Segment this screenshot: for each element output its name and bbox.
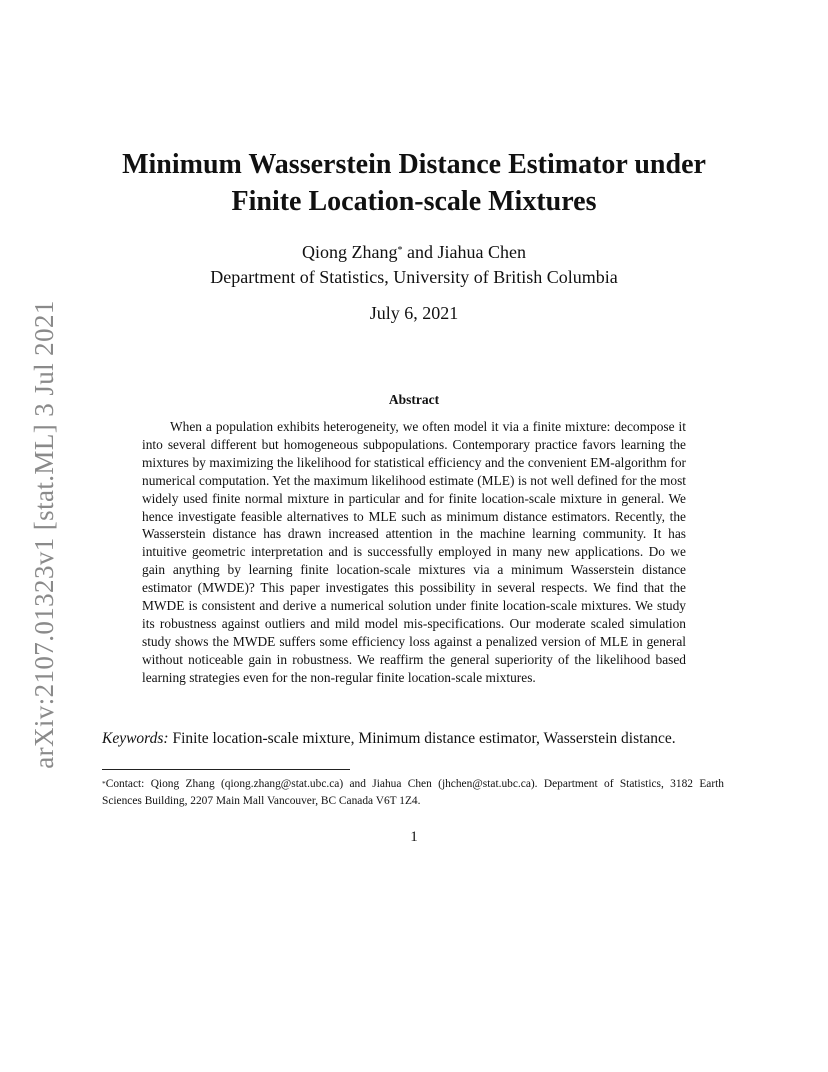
- footnote-text: Contact: Qiong Zhang (qiong.zhang@stat.ubc.ca) and Jiahua Chen (jhchen@stat.ubc.ca). Department of Statistics, 3182 Earth Sciences Building, 2207 Main Mall Vancouver, BC Canada V6T 1Z4.: [102, 778, 724, 807]
- paper-title: [90, 146, 738, 220]
- keywords-line: [102, 730, 742, 748]
- publication-date: July 6, 2021: [369, 303, 459, 323]
- footnote: [102, 776, 724, 810]
- keywords-list: Finite location-scale mixture, Minimum distance estimator, Wasserstein distance.: [168, 730, 676, 747]
- keywords-label: Keywords:: [102, 730, 169, 747]
- footnote-divider: [102, 769, 350, 770]
- abstract-heading: Abstract: [388, 392, 440, 407]
- abstract-body: When a population exhibits heterogeneity, we often model it via a finite mixture: decompose it into several different but homogeneous subpopulations. Contemporary practice favors learning the mixtures by maximizing the likelihood for statistical efficiency and the convenient EM-algorithm for numerical computation. Yet the maximum likelihood estimate (MLE) is not well defined for the most widely used finite normal mixture in particular and for finite location-scale mixture in general. We hence investigate feasible alternatives to MLE such as minimum distance estimators. Recently, the Wasserstein distance has drawn increased attention in the machine learning community. It has intuitive geometric interpretation and is successfully employed in many new applications. Do we gain anything by learning finite location-scale mixtures via a minimum Wasserstein distance estimator (MWDE)? This paper investigates this possibility in several respects. We find that the MWDE is consistent and derive a numerical solution under finite location-scale mixtures. We study its robustness against outliers and mild model mis-specifications. Our moderate scaled simulation study shows the MWDE suffers some efficiency loss against a penalized version of MLE in general without noticeable gain in robustness. We reaffirm the general superiority of the likelihood based learning strategies even for the non-regular finite location-scale mixtures.: [142, 419, 686, 685]
- page-number: 1: [410, 829, 418, 845]
- footnote-mark: *: [102, 779, 106, 788]
- author-footnote-mark: *: [397, 245, 403, 256]
- author-1-name: Qiong Zhang: [302, 242, 398, 262]
- author-names: [90, 240, 738, 265]
- author-block: [90, 240, 738, 290]
- affiliation: Department of Statistics, University of British Columbia: [210, 267, 618, 287]
- title-line-2: Finite Location-scale Mixtures: [231, 186, 597, 217]
- title-line-1: Minimum Wasserstein Distance Estimator under: [122, 149, 706, 180]
- author-2-name: and Jiahua Chen: [402, 242, 526, 262]
- arxiv-identifier-stamp: [22, 296, 66, 772]
- arxiv-identifier-text: arXiv:2107.01323v1 [stat.ML] 3 Jul 2021: [28, 299, 59, 769]
